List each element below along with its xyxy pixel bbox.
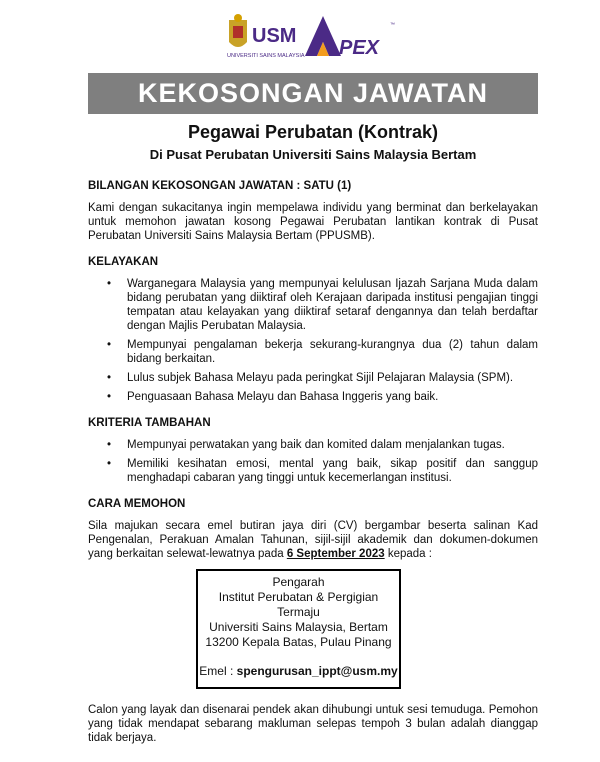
list-item: • Penguasaan Bahasa Melayu dan Bahasa Inggeris yang baik.	[88, 390, 538, 404]
list-item: • Lulus subjek Bahasa Melayu pada peringkat Sijil Pelajaran Malaysia (SPM).	[88, 371, 538, 385]
logo-row	[225, 12, 415, 62]
kriteria-list	[88, 438, 538, 485]
kelayakan-list	[88, 277, 538, 404]
kelayakan-heading: KELAYAKAN	[88, 256, 159, 268]
email-link[interactable]: spengurusan_ippt@usm.my	[236, 664, 398, 678]
intro-paragraph: Kami dengan sukacitanya ingin mempelawa individu yang berminat dan berkelayakan untuk memohon jawatan kosong Pegawai Perubatan lantikan kontrak di Pusat Perubatan Universiti Sains Malaysia Bertam (PPUSMB).	[88, 202, 538, 242]
svg-text:PEX: PEX	[339, 37, 380, 59]
job-vacancy-poster	[0, 12, 600, 762]
address-line: Pengarah	[272, 575, 325, 589]
job-title: Pegawai Perubatan (Kontrak)	[187, 122, 439, 142]
address-line: Universiti Sains Malaysia, Bertam	[209, 620, 388, 634]
job-location: Di Pusat Perubatan Universiti Sains Malaysia Bertam	[149, 147, 477, 162]
kriteria-heading: KRITERIA TAMBAHAN	[88, 417, 211, 429]
list-item: • Warganegara Malaysia yang mempunyai kelulusan Ijazah Sarjana Muda dalam bidang perubatan yang diiktiraf oleh Kerajaan daripada institusi pengajian tinggi tempatan atau kelayakan yang diiktiraf setaraf dengannya dan telah berdaftar dengan Majlis Perubatan Malaysia.	[88, 277, 538, 333]
usm-apex-logos	[225, 12, 415, 62]
svg-text:™: ™	[390, 22, 395, 28]
closing-paragraph: Calon yang layak dan disenarai pendek akan dihubungi untuk sesi temuduga. Pemohon yang tidak mendapat sebarang makluman selepas tempoh 3 bulan adalah dianggap tidak berjaya.	[88, 704, 538, 744]
vacancy-banner: KEKOSONGAN JAWATAN	[88, 73, 538, 114]
list-item: • Mempunyai pengalaman bekerja sekurang-kurangnya dua (2) tahun dalam bidang berkaitan.	[88, 338, 538, 366]
svg-text:USM: USM	[252, 25, 297, 47]
instructions-text-end: kepada :	[384, 548, 432, 560]
poster-body	[88, 179, 538, 755]
email-label: Emel :	[199, 664, 237, 678]
address-line: Institut Perubatan & Pergigian Termaju	[218, 590, 379, 619]
vacancy-count: BILANGAN KEKOSONGAN JAWATAN : SATU (1)	[88, 180, 352, 192]
list-item: • Memiliki kesihatan emosi, mental yang baik, sikap positif dan sanggup menghadapi cabaran yang tinggi untuk kecemerlangan institusi.	[88, 457, 538, 485]
address-box	[196, 569, 401, 689]
usm-crest-icon	[229, 14, 247, 47]
email-line	[198, 664, 399, 679]
cara-heading: CARA MEMOHON	[88, 498, 186, 510]
apex-logo-icon	[305, 16, 395, 59]
list-item: • Mempunyai perwatakan yang baik dan komited dalam menjalankan tugas.	[88, 438, 538, 452]
deadline-date: 6 September 2023	[286, 548, 385, 560]
svg-text:UNIVERSITI SAINS MALAYSIA: UNIVERSITI SAINS MALAYSIA	[227, 53, 305, 59]
application-instructions	[88, 519, 538, 561]
address-line: 13200 Kepala Batas, Pulau Pinang	[205, 635, 392, 649]
instructions-text: Sila majukan secara emel butiran jaya diri (CV) bergambar beserta salinan Kad Pengenalan, Perakuan Amalan Tahunan, sijil-sijil akademik dan dokumen-dokumen yang berkaitan selewat-lewatnya pada	[88, 520, 538, 560]
